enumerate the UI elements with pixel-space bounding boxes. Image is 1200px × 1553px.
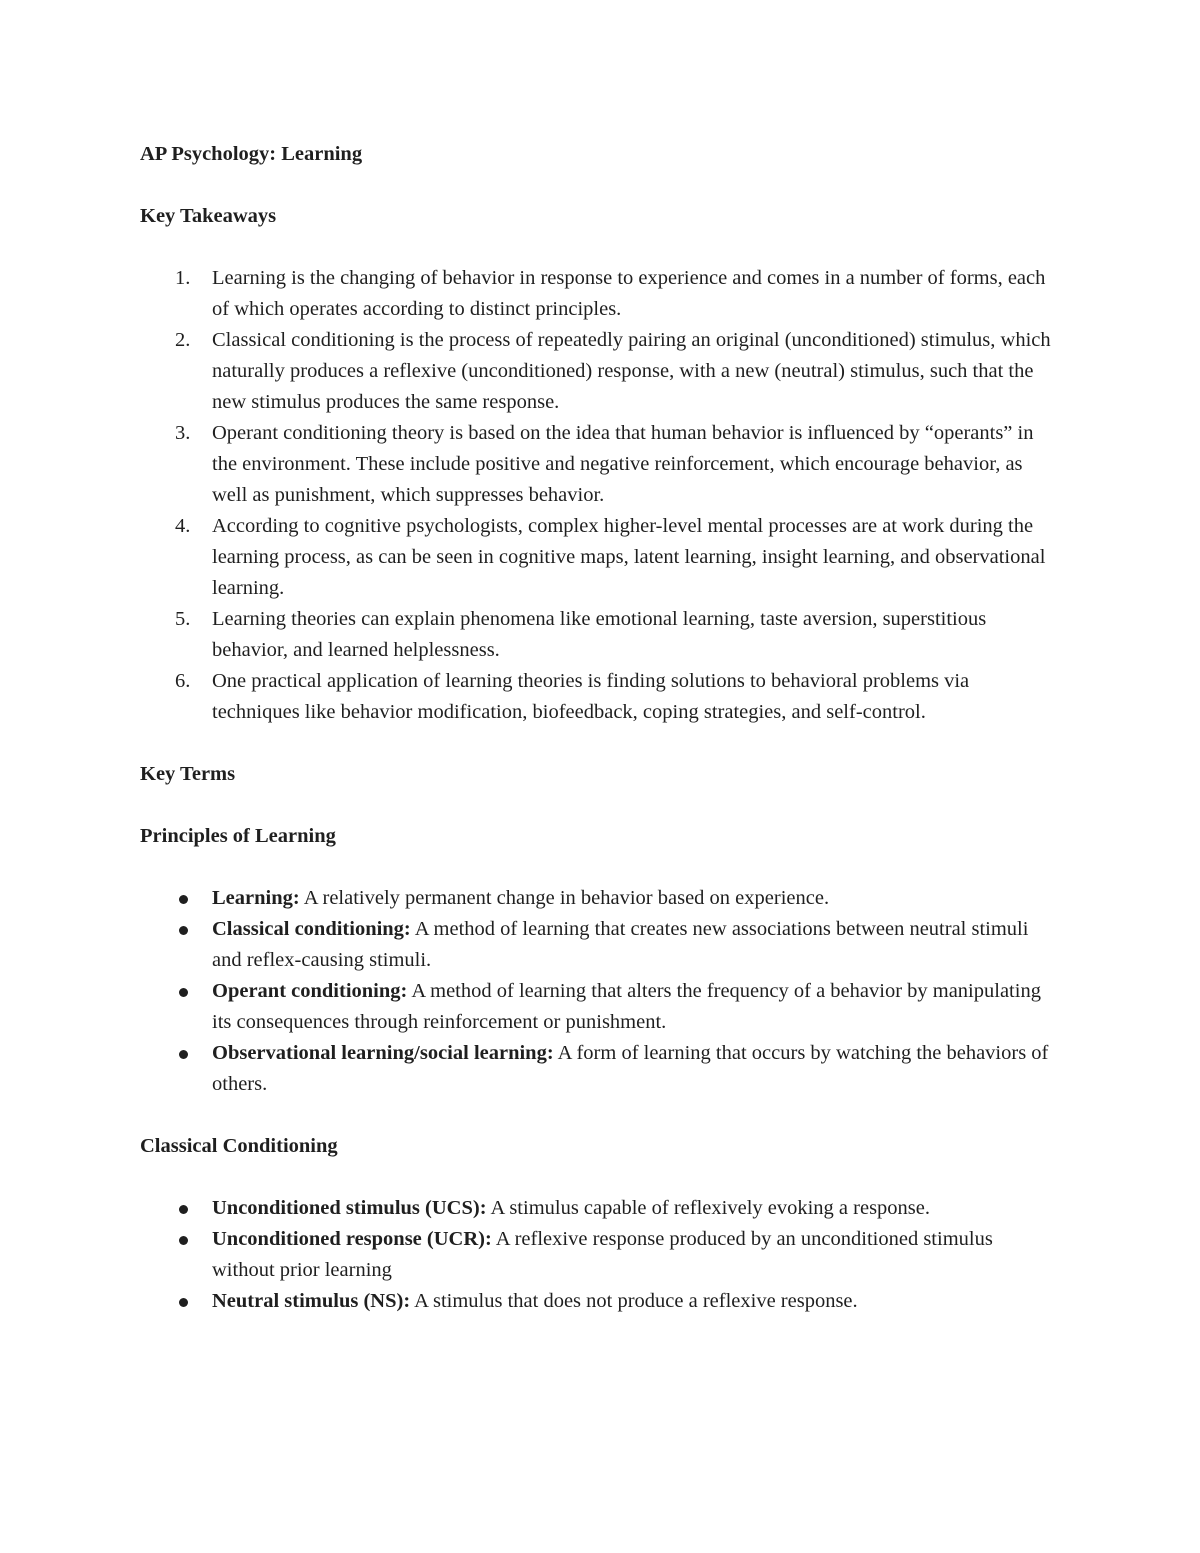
bullet-icon xyxy=(179,988,188,997)
bullet-icon xyxy=(179,1236,188,1245)
takeaway-text: Learning theories can explain phenomena like emotional learning, taste aversion, superstitious behavior, and learned helplessness. xyxy=(212,608,987,661)
takeaway-item xyxy=(140,666,1060,728)
term-label: Observational learning/social learning: xyxy=(212,1042,554,1064)
term-label: Unconditioned stimulus (UCS): xyxy=(212,1197,487,1219)
takeaway-number: 4. xyxy=(175,515,191,537)
takeaway-number: 6. xyxy=(175,670,191,692)
takeaway-text: Classical conditioning is the process of repeatedly pairing an original (unconditioned) stimulus, which naturally produces a reflexive (unconditioned) response, with a new (neutral) stimulus, such that the new stimulus produces the same response. xyxy=(212,329,1051,413)
takeaway-text: Learning is the changing of behavior in response to experience and comes in a number of forms, each of which operates according to distinct principles. xyxy=(212,267,1046,320)
bullet-icon xyxy=(179,1050,188,1059)
key-takeaways-heading: Key Takeaways xyxy=(140,205,277,227)
term-label: Neutral stimulus (NS): xyxy=(212,1290,411,1312)
term-item xyxy=(140,1286,1060,1317)
document-page xyxy=(140,139,1060,1348)
classical-conditioning-heading: Classical Conditioning xyxy=(140,1135,338,1157)
key-terms-heading: Key Terms xyxy=(140,763,236,785)
term-item xyxy=(140,1038,1060,1100)
term-definition: A stimulus that does not produce a reflexive response. xyxy=(410,1290,858,1312)
takeaway-number: 2. xyxy=(175,329,191,351)
takeaway-text: According to cognitive psychologists, complex higher-level mental processes are at work during the learning process, as can be seen in cognitive maps, latent learning, insight learning, and observational learning. xyxy=(212,515,1046,599)
term-item xyxy=(140,976,1060,1038)
takeaway-item xyxy=(140,511,1060,604)
bullet-icon xyxy=(179,895,188,904)
term-label: Learning: xyxy=(212,887,300,909)
bullet-icon xyxy=(179,1298,188,1307)
takeaway-item xyxy=(140,418,1060,511)
principles-heading: Principles of Learning xyxy=(140,825,336,847)
term-definition: A method of learning that alters the frequency of a behavior by manipulating its consequences through reinforcement or punishment. xyxy=(212,980,1041,1033)
term-item xyxy=(140,914,1060,976)
principles-list xyxy=(140,883,1060,1100)
bullet-icon xyxy=(179,1205,188,1214)
takeaway-number: 5. xyxy=(175,608,191,630)
term-definition: A reflexive response produced by an unconditioned stimulus without prior learning xyxy=(212,1228,993,1281)
term-item xyxy=(140,883,1060,914)
document-title: AP Psychology: Learning xyxy=(140,143,363,165)
term-item xyxy=(140,1193,1060,1224)
term-definition: A relatively permanent change in behavior based on experience. xyxy=(299,887,830,909)
takeaway-number: 1. xyxy=(175,267,191,289)
takeaway-text: One practical application of learning theories is finding solutions to behavioral problems via techniques like behavior modification, biofeedback, coping strategies, and self-control. xyxy=(212,670,970,723)
takeaway-number: 3. xyxy=(175,422,191,444)
takeaway-text: Operant conditioning theory is based on the idea that human behavior is influenced by “operants” in the environment. These include positive and negative reinforcement, which encourage behavior, as well as punishment, which suppresses behavior. xyxy=(212,422,1034,506)
term-definition: A form of learning that occurs by watching the behaviors of others. xyxy=(212,1042,1049,1095)
classical-conditioning-list xyxy=(140,1193,1060,1317)
bullet-icon xyxy=(179,926,188,935)
term-label: Unconditioned response (UCR): xyxy=(212,1228,492,1250)
takeaway-item xyxy=(140,604,1060,666)
term-definition: A method of learning that creates new associations between neutral stimuli and reflex-causing stimuli. xyxy=(212,918,1029,971)
term-label: Classical conditioning: xyxy=(212,918,411,940)
term-item xyxy=(140,1224,1060,1286)
key-takeaways-list xyxy=(140,263,1060,728)
takeaway-item xyxy=(140,263,1060,325)
term-definition: A stimulus capable of reflexively evoking a response. xyxy=(486,1197,931,1219)
takeaway-item xyxy=(140,325,1060,418)
term-label: Operant conditioning: xyxy=(212,980,408,1002)
